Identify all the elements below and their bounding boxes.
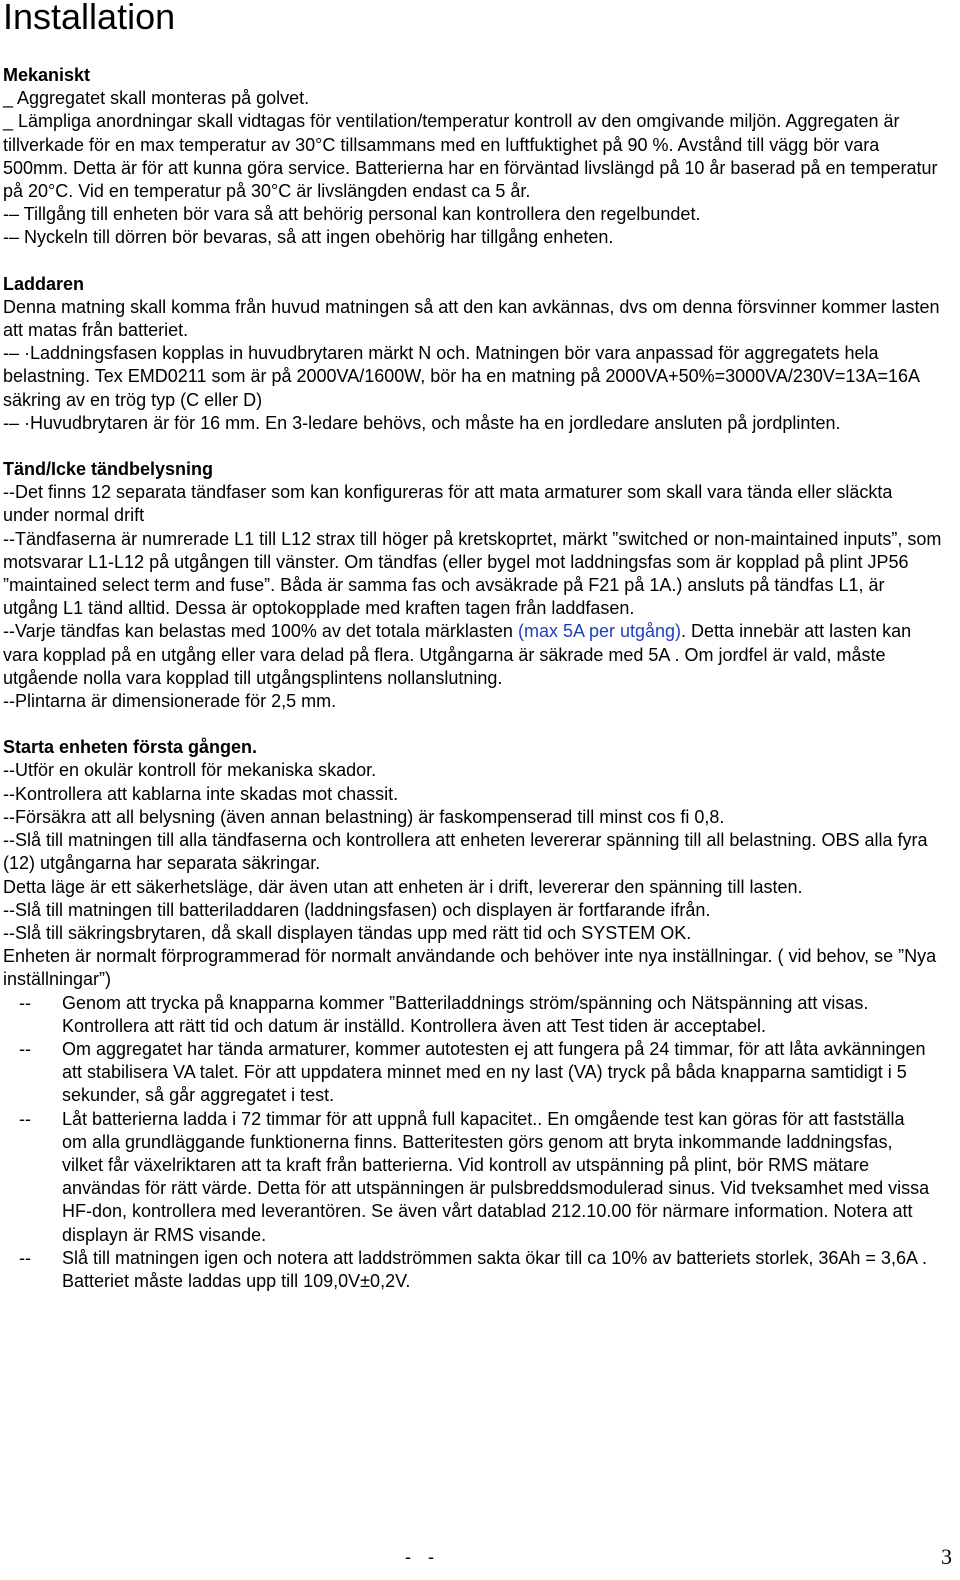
list-item-text: Genom att trycka på knapparna kommer ”Batteriladdnings ström/spänning och Nätspänning att visas. Kontrollera att rätt tid och datum är inställd. Kontrollera även att Test tiden är acceptabel. <box>62 992 869 1036</box>
list-item-text: Låt batterierna ladda i 72 timmar för att uppnå full kapacitet.. En omgående test kan göras för att fastställa om alla grundläggande funktionerna finns. Batteritesten görs genom att bryta inkommande laddningsfas, vilket får växelriktaren att ta kraft från batterierna. Vid kontroll av utspänning på plint, bör RMS mätare användas för rätt värde. Detta för att utspänningen är pulsbreddsmodulerad sinus. Vid tveksamhet med vissa HF-don, kontrollera med leverantören. Se även vårt datablad 212.10.00 för närmare information. Notera att displayn är RMS visande. <box>62 1108 930 1245</box>
document-page <box>3 0 943 1293</box>
paragraph <box>3 620 943 690</box>
list-item <box>3 1247 943 1293</box>
paragraph: -– ·Huvudbrytaren är för 16 mm. En 3-ledare behövs, och måste ha en jordledare ansluten på jordplinten. <box>3 412 841 433</box>
paragraph: --Slå till matningen till batteriladdaren (laddningsfasen) och displayen är fortfarande ifrån. <box>3 899 711 920</box>
section-heading-tand: Tänd/Icke tändbelysning <box>3 459 214 480</box>
section-heading-mekaniskt: Mekaniskt <box>3 65 91 85</box>
paragraph: _ Aggregatet skall monteras på golvet. <box>3 88 310 109</box>
list-item <box>3 992 943 1038</box>
paragraph: --Slå till säkringsbrytaren, då skall displayen tändas upp med rätt tid och SYSTEM OK. <box>3 922 692 943</box>
paragraph: --Utför en okulär kontroll för mekaniska skador. <box>3 760 377 781</box>
paragraph: --Tändfaserna är numrerade L1 till L12 strax till höger på kretskoprtet, märkt ”switched or non-maintained inputs”, som motsvarar L1-L12 på utgången till vänster. Om tändfas (eller bygel mot laddningsfas som är kopplad på plint JP56 ”maintained select term and fuse”. Båda är samma fas och avsäkrade på F21 på 1A.) ansluts på tändfas L1, är utgång L1 tänd alltid. Dessa är optokopplade med kraften tagen från laddfasen. <box>3 528 942 619</box>
list-dash: -- <box>19 1247 31 1268</box>
section-laddaren <box>3 273 943 435</box>
text-run: . Detta innebär att lasten kan vara kopplad på en utgång eller vara delad på flera. Utgångarna är säkrade med 5A . Om jordfel är vald, måste utgående nolla vara kopplad till utgångsplintens nollanslutning. <box>3 621 912 688</box>
section-heading-laddaren: Laddaren <box>3 273 85 294</box>
footer-dashes: - - <box>405 1547 440 1567</box>
paragraph: Denna matning skall komma från huvud matningen så att den kan avkännas, dvs om denna försvinner kommer lasten att matas från batteriet. <box>3 296 940 341</box>
paragraph: --Det finns 12 separata tändfaser som kan konfigureras för att mata armaturer som skall vara tända eller släckta under normal drift <box>3 482 893 526</box>
paragraph: -– ·Laddningsfasen kopplas in huvudbrytaren märkt N och. Matningen bör vara anpassad för aggregatets hela belastning. Tex EMD0211 som är på 2000VA/1600W, bör ha en matning på 2000VA+50%=3000VA/230V=13A=16A säkring av en trög typ (C eller D) <box>3 343 919 410</box>
list-item-text: Om aggregatet har tända armaturer, kommer autotesten ej att fungera på 24 timmar, för att låta avkänningen att stabilisera VA talet. För att uppdatera minnet med en ny last (VA) tryck på båda knapparna samtidigt i 5 sekunder, så går aggregatet i test. <box>62 1038 926 1106</box>
list-dash: -- <box>19 1038 31 1059</box>
list-dash: -- <box>19 1108 31 1129</box>
page-title: Installation <box>3 0 176 37</box>
page-number: 3 <box>941 1544 952 1569</box>
highlighted-text: (max 5A per utgång) <box>517 621 682 642</box>
paragraph: --Plintarna är dimensionerade för 2,5 mm. <box>3 691 337 712</box>
list-item <box>3 1038 943 1108</box>
paragraph: Enheten är normalt förprogrammerad för normalt användande och behöver inte nya inställningar. ( vid behov, se ”Nya inställningar”) <box>3 946 937 990</box>
paragraph: --Kontrollera att kablarna inte skadas mot chassit. <box>3 783 399 804</box>
paragraph: --Försäkra att all belysning (även annan belastning) är faskompenserad till minst cos fi 0,8. <box>3 806 725 827</box>
text-run: --Varje tändfas kan belastas med 100% av det totala märklasten <box>3 621 518 642</box>
section-heading-starta: Starta enheten första gången. <box>3 737 258 758</box>
paragraph: --Slå till matningen till alla tändfaserna och kontrollera att enheten levererar spänning till all belastning. OBS alla fyra (12) utgångarna har separata säkringar. <box>3 830 928 874</box>
section-tand <box>3 458 943 713</box>
paragraph: -– Tillgång till enheten bör vara så att behörig personal kan kontrollera den regelbundet. <box>3 204 701 225</box>
list-item <box>3 1108 943 1247</box>
paragraph: Detta läge är ett säkerhetsläge, där även utan att enheten är i drift, levererar den spänning till lasten. <box>3 876 803 897</box>
paragraph: -– Nyckeln till dörren bör bevaras, så att ingen obehörig har tillgång enheten. <box>3 227 614 248</box>
list-item-text: Slå till matningen igen och notera att laddströmmen sakta ökar till ca 10% av batteriets storlek, 36Ah = 3,6A . Batteriet måste laddas upp till 109,0V±0,2V. <box>62 1247 927 1291</box>
section-mekaniskt <box>3 64 943 250</box>
list-dash: -- <box>19 992 31 1013</box>
section-starta <box>3 736 943 1293</box>
paragraph: _ Lämpliga anordningar skall vidtagas för ventilation/temperatur kontroll av den omgivande miljön. Aggregaten är tillverkade för en max temperatur av 30°C tillsammans med en luftfuktighet på 90 %. Avstånd till vägg bör vara 500mm. Detta är för att kunna göra service. Batterierna har en förväntad livslängd på 10 år baserad på en temperatur på 20°C. Vid en temperatur på 30°C är livslängden endast ca 5 år. <box>3 111 938 202</box>
